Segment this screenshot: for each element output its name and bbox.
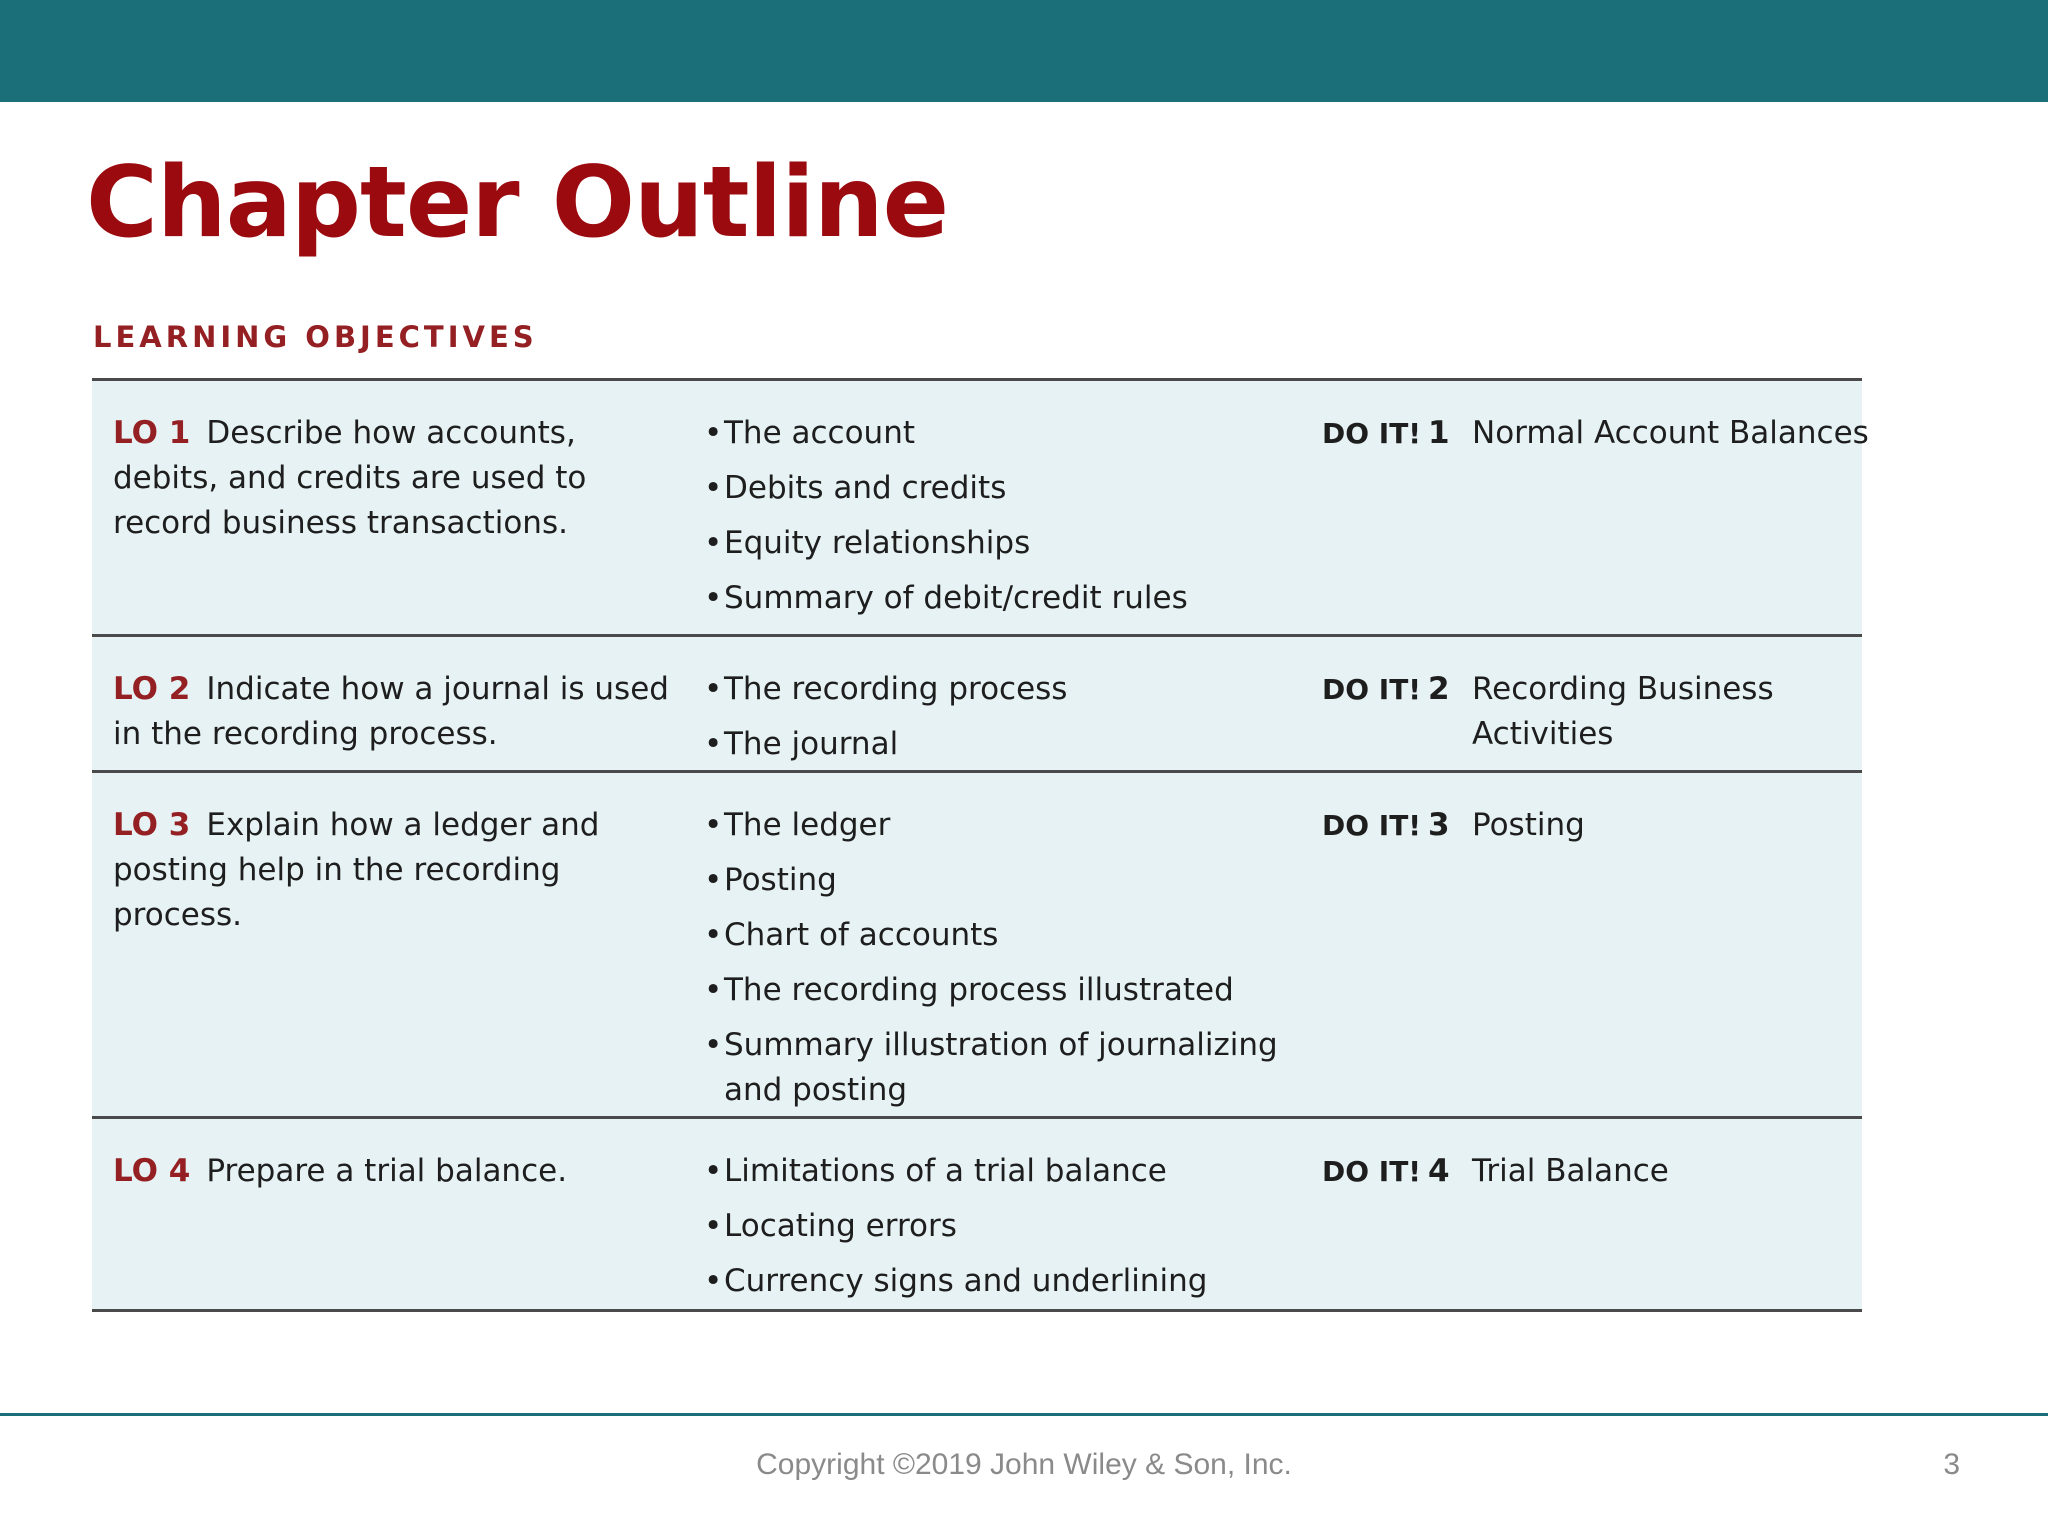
do-it-number: 1 (1428, 415, 1450, 451)
do-it-label: DO IT! (1322, 417, 1422, 450)
topic-list (704, 667, 1284, 777)
objective-description (113, 667, 673, 757)
do-it-title: Trial Balance (1472, 1153, 1669, 1189)
topic-item: • The account (704, 411, 1284, 456)
topic-item: • Locating errors (704, 1204, 1284, 1249)
page-number: 3 (1943, 1448, 1960, 1481)
footer-copyright: Copyright ©2019 John Wiley & Son, Inc. (756, 1448, 1292, 1481)
section-label: LEARNING OBJECTIVES (93, 320, 538, 354)
do-it-label: DO IT! (1322, 809, 1422, 842)
topic-list (704, 803, 1284, 1123)
topic-item: • Debits and credits (704, 466, 1284, 511)
slide-title: Chapter Outline (86, 146, 949, 260)
do-it-number: 2 (1428, 671, 1450, 707)
objective-code: LO 4 (113, 1153, 191, 1189)
learning-objectives-table (92, 378, 1869, 1312)
topic-list (704, 1149, 1284, 1314)
objective-code: LO 2 (113, 671, 191, 707)
objective-text: Describe how accounts, debits, and credits are used to record business transactions. (113, 415, 587, 541)
objective-row-2 (92, 637, 1862, 773)
objective-description (113, 803, 673, 938)
objective-description (113, 411, 673, 546)
do-it-label: DO IT! (1322, 1155, 1422, 1188)
do-it-title: Recording Business Activities (1472, 671, 1774, 752)
topic-item: • The ledger (704, 803, 1284, 848)
do-it-label: DO IT! (1322, 673, 1422, 706)
objective-text: Indicate how a journal is used in the recording process. (113, 671, 669, 752)
topic-item: • Posting (704, 858, 1284, 903)
topic-item: • Limitations of a trial balance (704, 1149, 1284, 1194)
objective-row-3 (92, 773, 1862, 1119)
topic-item: • Summary illustration of journalizing and posting (704, 1023, 1284, 1113)
do-it-title: Posting (1472, 807, 1585, 843)
do-it-number: 3 (1428, 807, 1450, 843)
topic-item: • The recording process illustrated (704, 968, 1284, 1013)
objective-text: Prepare a trial balance. (206, 1153, 568, 1189)
topic-item: • Summary of debit/credit rules (704, 576, 1284, 621)
header-bar (0, 0, 2048, 102)
do-it-number: 4 (1428, 1153, 1450, 1189)
objective-row-1 (92, 381, 1869, 637)
objective-description (113, 1149, 673, 1194)
objective-code: LO 1 (113, 415, 191, 451)
topic-item: • Chart of accounts (704, 913, 1284, 958)
topic-item: • The recording process (704, 667, 1284, 712)
topic-item: • Equity relationships (704, 521, 1284, 566)
topic-item: • Currency signs and underlining (704, 1259, 1284, 1304)
do-it-title: Normal Account Balances (1472, 415, 1869, 451)
objective-row-4 (92, 1119, 1862, 1312)
topic-list (704, 411, 1284, 631)
objective-code: LO 3 (113, 807, 191, 843)
objective-text: Explain how a ledger and posting help in the recording process. (113, 807, 600, 933)
topic-item: • The journal (704, 722, 1284, 767)
footer-divider (0, 1413, 2048, 1416)
